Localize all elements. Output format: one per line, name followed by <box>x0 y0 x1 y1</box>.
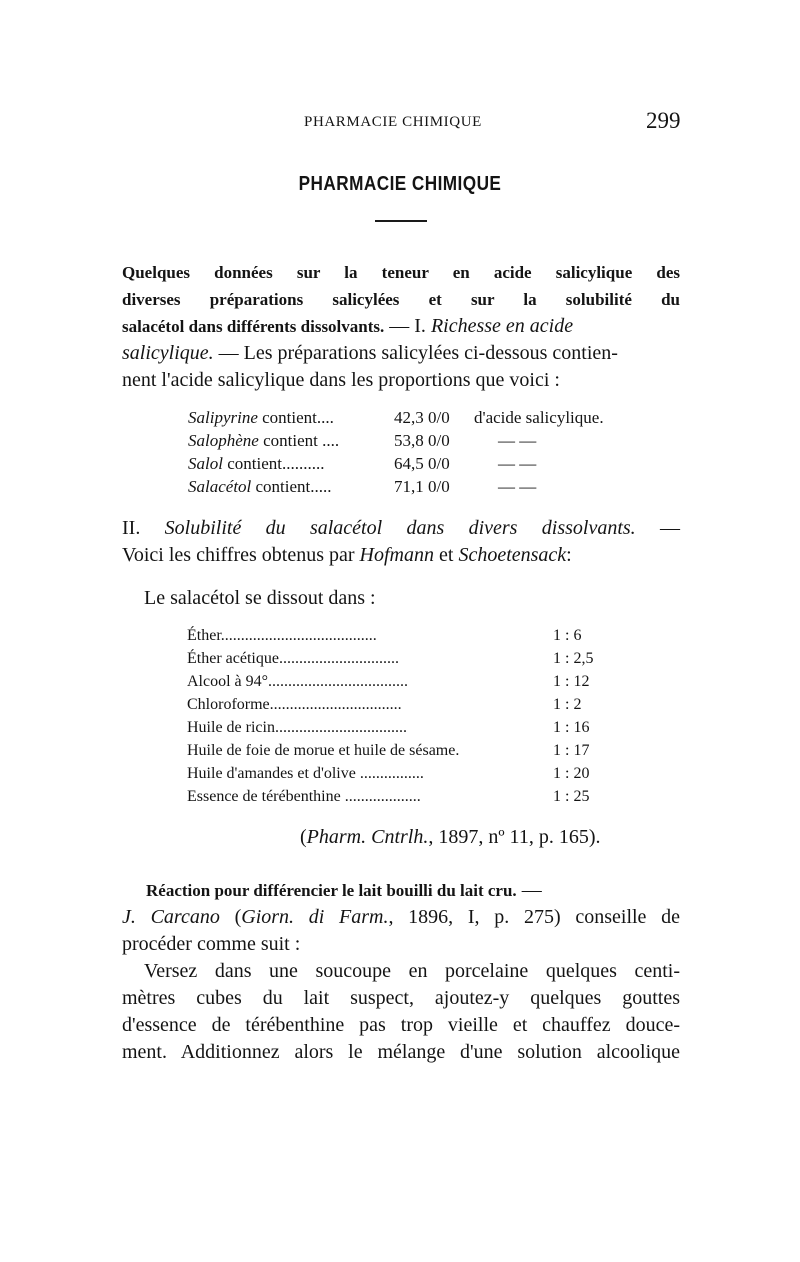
article1-heading-end: salacétol dans différents dissolvants. <box>122 317 385 336</box>
paragraph-line-4: ment. Additionnez alors le mélange d'une solution alcoolique <box>122 1041 680 1063</box>
page-number: 299 <box>646 108 681 133</box>
solvent-name: Huile de ricin................................. <box>187 719 407 736</box>
solubility-row <box>187 694 627 716</box>
preparation-value: 42,3 0/0 <box>394 408 450 427</box>
paragraph-line-2: mètres cubes du lait suspect, ajoutez-y quelques gouttes <box>122 987 680 1009</box>
solvent-intro: Le salacétol se dissout dans : <box>144 587 376 609</box>
colon: : <box>566 544 572 566</box>
solubility-ratio: 1 : 17 <box>553 742 590 759</box>
solubility-row <box>187 740 627 762</box>
preparation-verb: contient..... <box>255 477 332 496</box>
solubility-ratio: 1 : 12 <box>553 673 590 690</box>
part1-label: — I. <box>389 315 426 337</box>
solubility-ratio: 1 : 2,5 <box>553 650 594 667</box>
solubility-ratio: 1 : 6 <box>553 627 582 644</box>
richness-row <box>188 453 628 475</box>
conjunction: et <box>439 544 454 566</box>
solvent-name: Chloroforme................................. <box>187 696 402 713</box>
part2-heading <box>122 515 680 542</box>
article1-heading-line-2: diverses préparations salicylées et sur la solubilité du <box>122 290 680 309</box>
solubility-ratio: 1 : 20 <box>553 765 590 782</box>
richness-row <box>188 430 628 452</box>
preparation-verb: contient.......... <box>227 454 325 473</box>
solvent-name: Éther acétique.............................. <box>187 650 399 667</box>
solvent-name: Essence de térébenthine ................... <box>187 788 421 805</box>
citation-paren: ( <box>300 826 307 848</box>
article1-heading-line-1: Quelques données sur la teneur en acide salicylique des <box>122 263 680 282</box>
article2-line-2: procéder comme suit : <box>122 933 301 955</box>
richness-row <box>188 476 628 498</box>
preparation-unit: — — <box>498 431 537 450</box>
preparation-unit: — — <box>498 477 537 496</box>
author-schoetensack: Schoetensack <box>458 544 567 566</box>
paragraph-line-1: Versez dans une soucoupe en porcelaine quelques centi- <box>144 960 680 982</box>
solubility-table <box>187 625 627 815</box>
intro-rest: — Les préparations salicylées ci-dessous contien- <box>213 342 618 364</box>
part1-title-a: Richesse en acide <box>430 315 574 337</box>
article2-heading <box>146 877 680 904</box>
preparation-value: 53,8 0/0 <box>394 431 450 450</box>
citation <box>300 824 600 851</box>
running-header: PHARMACIE CHIMIQUE <box>304 114 482 130</box>
article2-dash: — <box>521 879 542 901</box>
part2-text: Voici les chiffres obtenus par <box>122 544 355 566</box>
article1-intro-line-3: nent l'acide salicylique dans les proportions que voici : <box>122 369 560 391</box>
author-carcano: J. Carcano <box>122 906 220 928</box>
solvent-name: Huile de foie de morue et huile de sésame. <box>187 742 460 759</box>
preparation-name: Salipyrine <box>188 408 258 427</box>
title-rule <box>375 220 427 222</box>
solvent-name: Alcool à 94°................................... <box>187 673 409 690</box>
part2-title: Solubilité du salacétol dans divers dissolvants. <box>164 517 636 539</box>
richness-table <box>188 407 628 499</box>
solubility-ratio: 1 : 25 <box>553 788 590 805</box>
preparation-name: Salol <box>188 454 223 473</box>
preparation-unit: d'acide salicylique. <box>474 408 604 427</box>
part2-line-2 <box>122 542 680 569</box>
journal-name: Giorn. di Farm. <box>241 906 389 928</box>
article1-intro-line <box>122 340 680 367</box>
preparation-value: 71,1 0/0 <box>394 477 450 496</box>
article2-line-1 <box>122 904 680 931</box>
author-hofmann: Hofmann <box>359 544 434 566</box>
part2-dash: — <box>660 517 681 539</box>
paren: ( <box>234 906 242 928</box>
preparation-verb: contient.... <box>262 408 334 427</box>
preparation-name: Salacétol <box>188 477 252 496</box>
solubility-row <box>187 671 627 693</box>
reference-rest: , 1896, I, p. 275) conseille de <box>388 906 681 928</box>
part2-label: II. <box>122 517 141 539</box>
preparation-unit: — — <box>498 454 537 473</box>
richness-row <box>188 407 628 429</box>
preparation-name: Salophène <box>188 431 259 450</box>
solubility-row <box>187 648 627 670</box>
citation-source: Pharm. Cntrlh. <box>306 826 429 848</box>
preparation-verb: contient .... <box>263 431 340 450</box>
solvent-name: Huile d'amandes et d'olive ................ <box>187 765 424 782</box>
solubility-row <box>187 763 627 785</box>
paragraph-line-3: d'essence de térébenthine pas trop vieille et chauffez douce- <box>122 1014 680 1036</box>
solubility-row <box>187 786 627 808</box>
solubility-row <box>187 625 627 647</box>
citation-rest: , 1897, nº 11, p. 165). <box>428 826 601 848</box>
article1-heading-line-3 <box>122 313 680 340</box>
section-title: PHARMACIE CHIMIQUE <box>298 173 502 195</box>
solubility-ratio: 1 : 2 <box>553 696 582 713</box>
article2-title: Réaction pour différencier le lait bouilli du lait cru. <box>146 881 517 900</box>
solvent-name: Éther....................................... <box>187 627 377 644</box>
solubility-ratio: 1 : 16 <box>553 719 590 736</box>
preparation-value: 64,5 0/0 <box>394 454 450 473</box>
solubility-row <box>187 717 627 739</box>
part1-title-b: salicylique. <box>122 342 214 364</box>
